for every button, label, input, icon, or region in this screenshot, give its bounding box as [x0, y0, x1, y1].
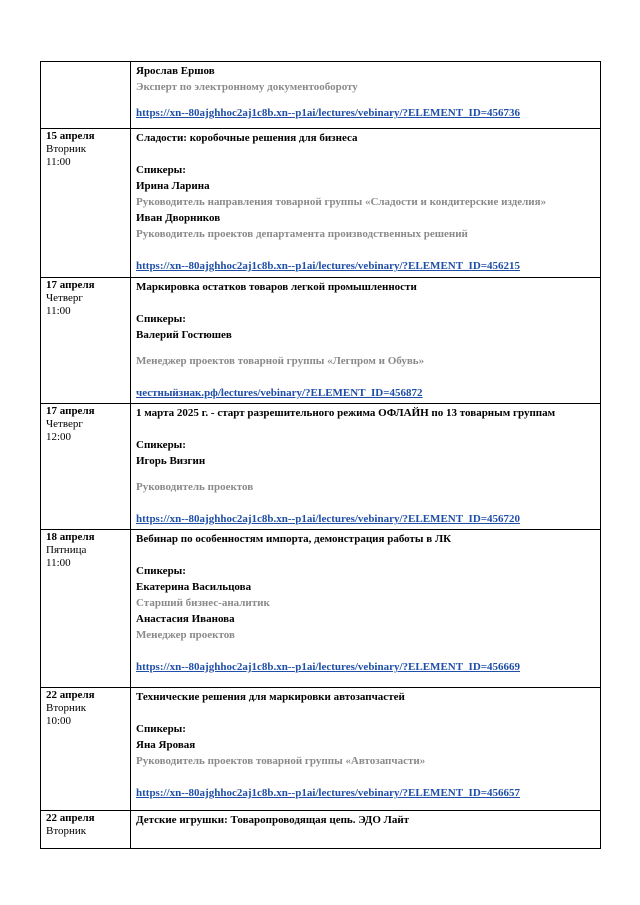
speaker-role: Руководитель проектов: [136, 481, 254, 493]
webinar-link[interactable]: https://xn--80ajghhoc2aj1c8b.xn--p1ai/lectures/vebinary/?ELEMENT_ID=456720: [136, 513, 521, 525]
date-cell: [41, 404, 131, 530]
event-time: 10:00: [46, 715, 72, 727]
speaker-role: Эксперт по электронному документообороту: [136, 81, 358, 93]
speaker-name: Игорь Визгин: [136, 455, 206, 467]
table-row: [41, 278, 601, 404]
webinar-link[interactable]: https://xn--80ajghhoc2aj1c8b.xn--p1ai/lectures/vebinary/?ELEMENT_ID=456669: [136, 661, 521, 673]
table-row: [41, 129, 601, 278]
event-day: Вторник: [46, 143, 87, 155]
date-cell: [41, 530, 131, 688]
event-date: 18 апреля: [46, 531, 95, 543]
event-title: Вебинар по особенностям импорта, демонстрация работы в ЛК: [136, 533, 452, 545]
event-date: 17 апреля: [46, 405, 95, 417]
table-row: [41, 62, 601, 129]
table-row: [41, 688, 601, 811]
speaker-role: Руководитель проектов департамента производственных решений: [136, 228, 468, 240]
info-cell: [131, 688, 601, 811]
table-row: [41, 811, 601, 849]
event-time: 11:00: [46, 557, 71, 569]
speaker-role: Старший бизнес-аналитик: [136, 597, 270, 609]
table-row: [41, 530, 601, 688]
webinar-schedule-table: [40, 61, 601, 849]
info-cell: [131, 278, 601, 404]
event-day: Пятница: [46, 544, 87, 556]
event-title: Технические решения для маркировки автозапчастей: [136, 691, 405, 703]
speakers-label: Спикеры:: [136, 439, 186, 451]
webinar-link[interactable]: честныйзнак.рф/lectures/vebinary/?ELEMENT_ID=456872: [136, 387, 423, 399]
date-cell: [41, 811, 131, 849]
speaker-name: Ярослав Ершов: [136, 65, 215, 77]
info-cell: [131, 129, 601, 278]
event-day: Четверг: [46, 292, 83, 304]
event-date: 15 апреля: [46, 130, 95, 142]
event-title: 1 марта 2025 г. - старт разрешительного режима ОФЛАЙН по 13 товарным группам: [136, 407, 556, 419]
speaker-name: Екатерина Васильцова: [136, 581, 252, 593]
speakers-label: Спикеры:: [136, 164, 186, 176]
speakers-label: Спикеры:: [136, 313, 186, 325]
event-time: 11:00: [46, 305, 71, 317]
speaker-name: Иван Дворников: [136, 212, 221, 224]
date-cell: [41, 129, 131, 278]
speaker-role: Руководитель направления товарной группы «Сладости и кондитерские изделия»: [136, 196, 547, 208]
event-day: Четверг: [46, 418, 83, 430]
date-cell: [41, 278, 131, 404]
date-cell: [41, 62, 131, 129]
info-cell: [131, 530, 601, 688]
info-cell: [131, 62, 601, 129]
speaker-name: Валерий Гостюшев: [136, 329, 232, 341]
speaker-role: Менеджер проектов товарной группы «Легпром и Обувь»: [136, 355, 425, 367]
event-title: Маркировка остатков товаров легкой промышленности: [136, 281, 417, 293]
event-time: 12:00: [46, 431, 72, 443]
speaker-role: Менеджер проектов: [136, 629, 235, 641]
speakers-label: Спикеры:: [136, 565, 186, 577]
speaker-name: Анастасия Иванова: [136, 613, 235, 625]
date-cell: [41, 688, 131, 811]
info-cell: [131, 404, 601, 530]
webinar-link[interactable]: https://xn--80ajghhoc2aj1c8b.xn--p1ai/lectures/vebinary/?ELEMENT_ID=456215: [136, 260, 521, 272]
event-date: 22 апреля: [46, 689, 95, 701]
table-row: [41, 404, 601, 530]
event-day: Вторник: [46, 702, 87, 714]
event-time: 11:00: [46, 156, 71, 168]
webinar-link[interactable]: https://xn--80ajghhoc2aj1c8b.xn--p1ai/lectures/vebinary/?ELEMENT_ID=456657: [136, 787, 521, 799]
speakers-label: Спикеры:: [136, 723, 186, 735]
event-day: Вторник: [46, 825, 87, 837]
speaker-name: Яна Яровая: [136, 739, 196, 751]
speaker-role: Руководитель проектов товарной группы «Автозапчасти»: [136, 755, 426, 767]
info-cell: [131, 811, 601, 849]
speaker-name: Ирина Ларина: [136, 180, 210, 192]
event-title: Сладости: коробочные решения для бизнеса: [136, 132, 358, 144]
webinar-link[interactable]: https://xn--80ajghhoc2aj1c8b.xn--p1ai/lectures/vebinary/?ELEMENT_ID=456736: [136, 107, 521, 119]
event-title: Детские игрушки: Товаропроводящая цепь. ЭДО Лайт: [136, 814, 410, 826]
event-date: 22 апреля: [46, 812, 95, 824]
event-date: 17 апреля: [46, 279, 95, 291]
